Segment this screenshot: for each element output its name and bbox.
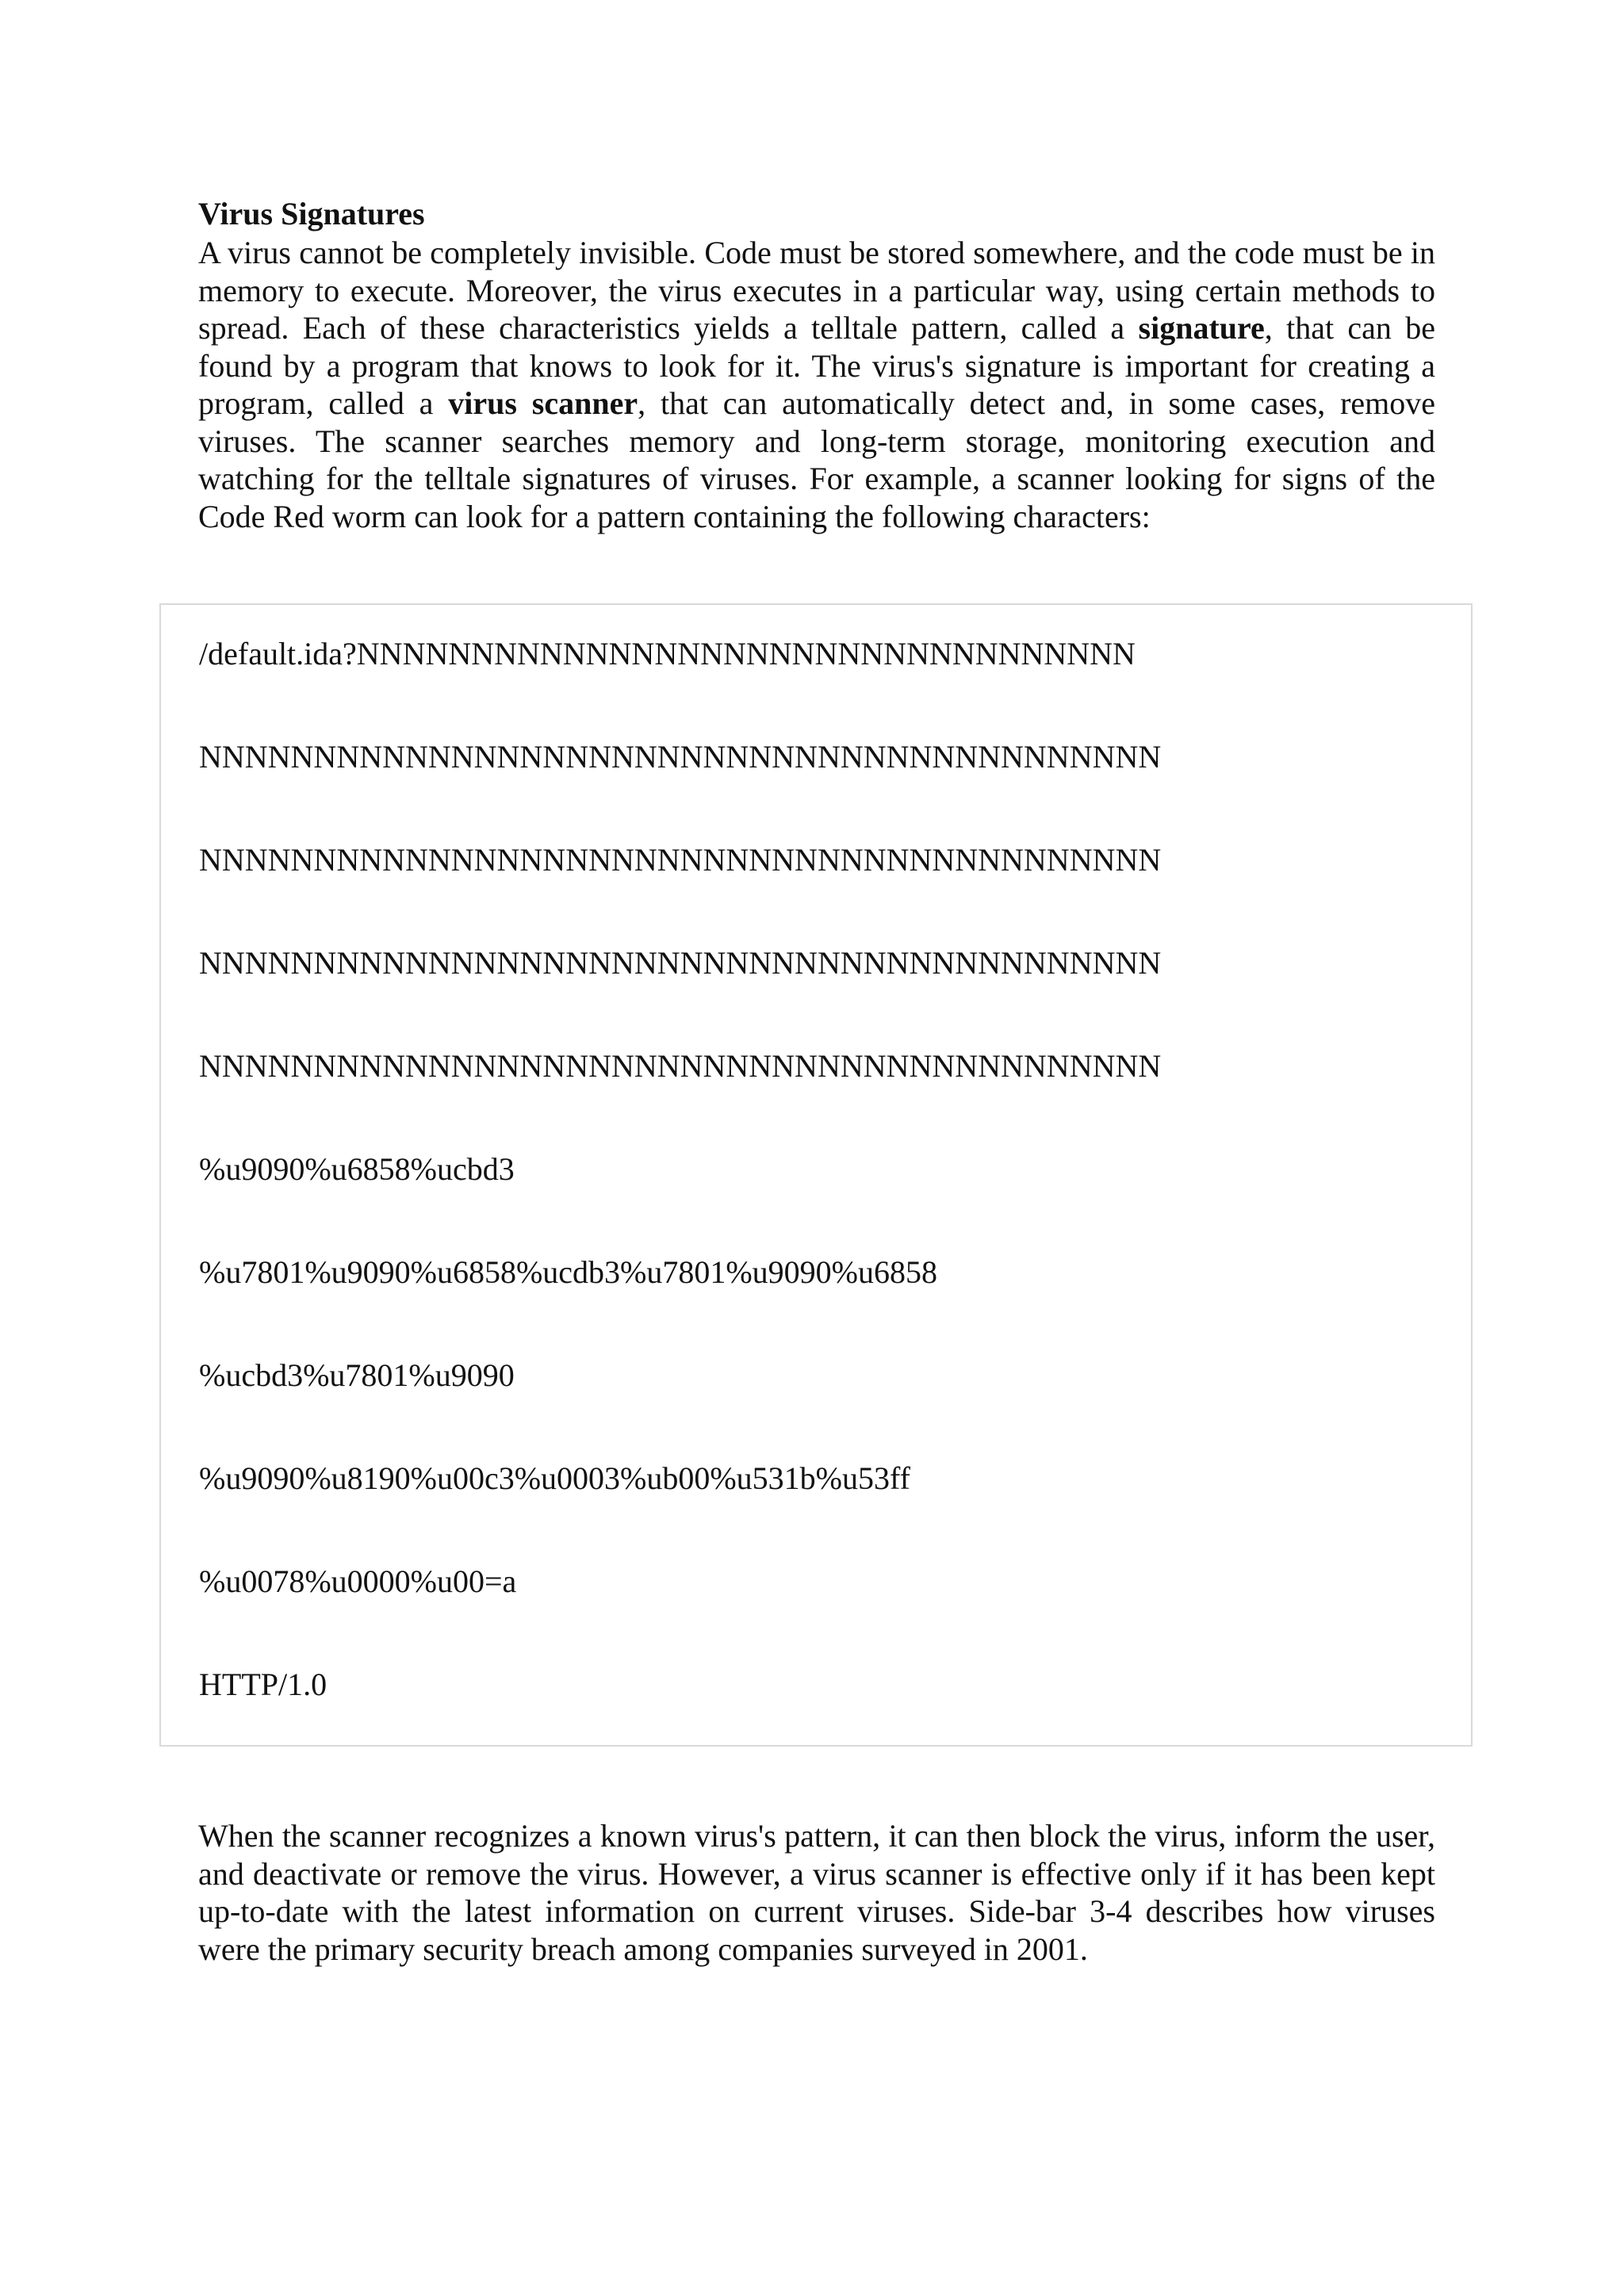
code-line: %u9090%u6858%ucbd3 <box>199 1151 515 1187</box>
closing-paragraph: When the scanner recognizes a known virus's pattern, it can then block the virus, inform the user, and deactivate or remove the virus. However, a virus scanner is effective only if it has been kept up-to-date with the latest information on current viruses. Side-bar 3-4 describes how viruses were the primary security breach among companies surveyed in 2001. <box>198 1818 1435 1967</box>
code-line: NNNNNNNNNNNNNNNNNNNNNNNNNNNNNNNNNNNNNNNNNN <box>199 945 1162 981</box>
intro-text-part-2: , that can be found by a program that knows to look for it. The virus's signature is important for creating a program, called a <box>198 310 1435 421</box>
intro-text-part-1: A virus cannot be completely invisible. Code must be stored somewhere, and the code must be in memory to execute. Moreover, the virus executes in a particular way, using certain methods to spread. Each of these characteristics yields a telltale pattern, called a <box>198 235 1435 346</box>
intro-text-part-3: , that can automatically detect and, in some cases, remove viruses. The scanner searches memory and long-term storage, monitoring execution and watching for the telltale signatures of viruses. For example, a scanner looking for signs of the Code Red worm can look for a pattern containing the following characters: <box>198 385 1436 534</box>
term-virus-scanner: virus scanner <box>448 385 638 421</box>
code-line: NNNNNNNNNNNNNNNNNNNNNNNNNNNNNNNNNNNNNNNNNN <box>199 1048 1162 1084</box>
code-line: %u7801%u9090%u6858%ucdb3%u7801%u9090%u6858 <box>199 1254 937 1290</box>
code-line: %u9090%u8190%u00c3%u0003%ub00%u531b%u53ff <box>199 1460 910 1496</box>
code-line: %ucbd3%u7801%u9090 <box>199 1357 515 1393</box>
section-heading: Virus Signatures <box>198 196 425 232</box>
code-line: %u0078%u0000%u00=a <box>199 1563 517 1599</box>
code-line: NNNNNNNNNNNNNNNNNNNNNNNNNNNNNNNNNNNNNNNNNN <box>199 739 1162 775</box>
signature-code-box <box>159 603 1473 1747</box>
intro-paragraph <box>198 234 1435 535</box>
term-signature: signature <box>1138 310 1265 346</box>
code-line: HTTP/1.0 <box>199 1667 327 1702</box>
code-line: /default.ida?NNNNNNNNNNNNNNNNNNNNNNNNNNNNNNNNNN <box>199 636 1136 672</box>
code-line: NNNNNNNNNNNNNNNNNNNNNNNNNNNNNNNNNNNNNNNNNN <box>199 842 1162 878</box>
